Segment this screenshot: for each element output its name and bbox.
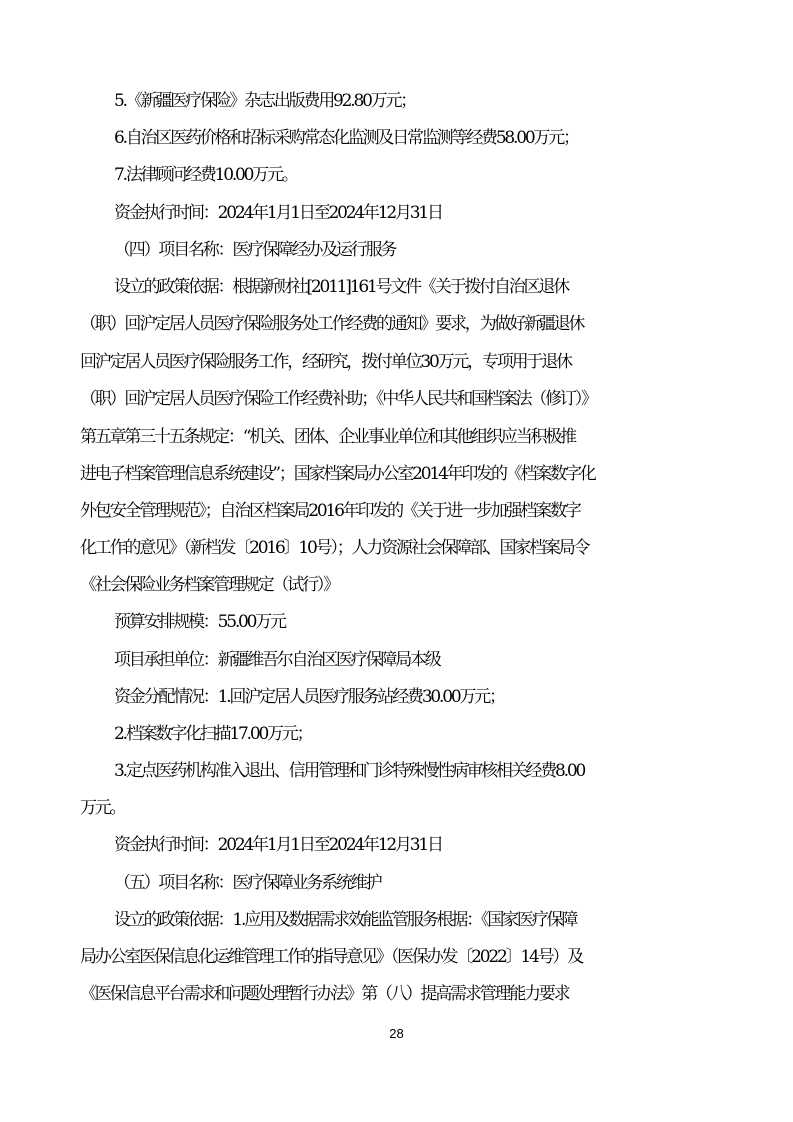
- text-line-2: 6.自治区医药价格和招标采购常态化监测及日常监测等经费58.00万元；: [114, 128, 578, 148]
- page-number: 28: [389, 1026, 404, 1041]
- text-line-9: （职）回沪定居人员医疗保险工作经费补助；《中华人民共和国档案法（修订）》: [80, 389, 596, 409]
- section-heading-4: （四）项目名称：医疗保障经办及运行服务: [114, 240, 396, 260]
- text-line-25: 《医保信息平台需求和问题处理暂行办法》第（八）提高需求管理能力要求: [80, 984, 569, 1004]
- text-line-14: 《社会保险业务档案管理规定（试行）》: [80, 575, 338, 595]
- text-line-23: 设立的政策依据：1.应用及数据需求效能监管服务根据：《国家医疗保障: [114, 910, 577, 930]
- text-line-10: 第五章第三十五条规定：“机关、团体、企业事业单位和其他组织应当积极推: [80, 427, 575, 447]
- text-line-17: 资金分配情况：1.回沪定居人员医疗服务站经费30.00万元；: [114, 687, 504, 707]
- text-line-6: 设立的政策依据：根据新财社[2011]161号文件《关于拨付自治区退休: [114, 277, 568, 297]
- text-line-21: 资金执行时间：2024年1月1日至2024年12月31日: [114, 835, 442, 855]
- text-line-18: 2.档案数字化扫描17.00万元；: [114, 724, 312, 744]
- section-heading-5: （五）项目名称：医疗保障业务系统维护: [114, 873, 381, 893]
- text-line-19: 3.定点医药机构准入退出、信用管理和门诊特殊慢性病审核相关经费8.00: [114, 761, 585, 781]
- text-line-7: （职）回沪定居人员医疗保险服务处工作经费的通知》要求，为做好新疆退休: [80, 314, 584, 334]
- text-line-1: 5.《新疆医疗保险》杂志出版费用92.80万元；: [114, 91, 416, 111]
- text-line-3: 7.法律顾问经费10.00万元。: [114, 165, 297, 185]
- text-line-8: 回沪定居人员医疗保险服务工作，经研究，拨付单位30万元，专项用于退休: [80, 352, 571, 372]
- text-line-24: 局办公室医保信息化运维管理工作的指导意见》（医保办发〔2022〕14号）及: [80, 947, 582, 967]
- text-line-20: 万元。: [80, 798, 125, 818]
- text-line-4: 资金执行时间：2024年1月1日至2024年12月31日: [114, 203, 442, 223]
- text-line-12: 外包安全管理规范》；自治区档案局2016年印发的《关于进一步加强档案数字: [80, 501, 580, 521]
- text-line-13: 化工作的意见》（新档发〔2016〕10号）；人力资源社会保障部、国家档案局令: [80, 538, 589, 558]
- text-line-11: 进电子档案管理信息系统建设”；国家档案局办公室2014年印发的《档案数字化: [80, 464, 595, 484]
- text-line-15: 预算安排规模：55.00万元: [114, 612, 285, 632]
- text-line-16: 项目承担单位：新疆维吾尔自治区医疗保障局本级: [114, 650, 440, 670]
